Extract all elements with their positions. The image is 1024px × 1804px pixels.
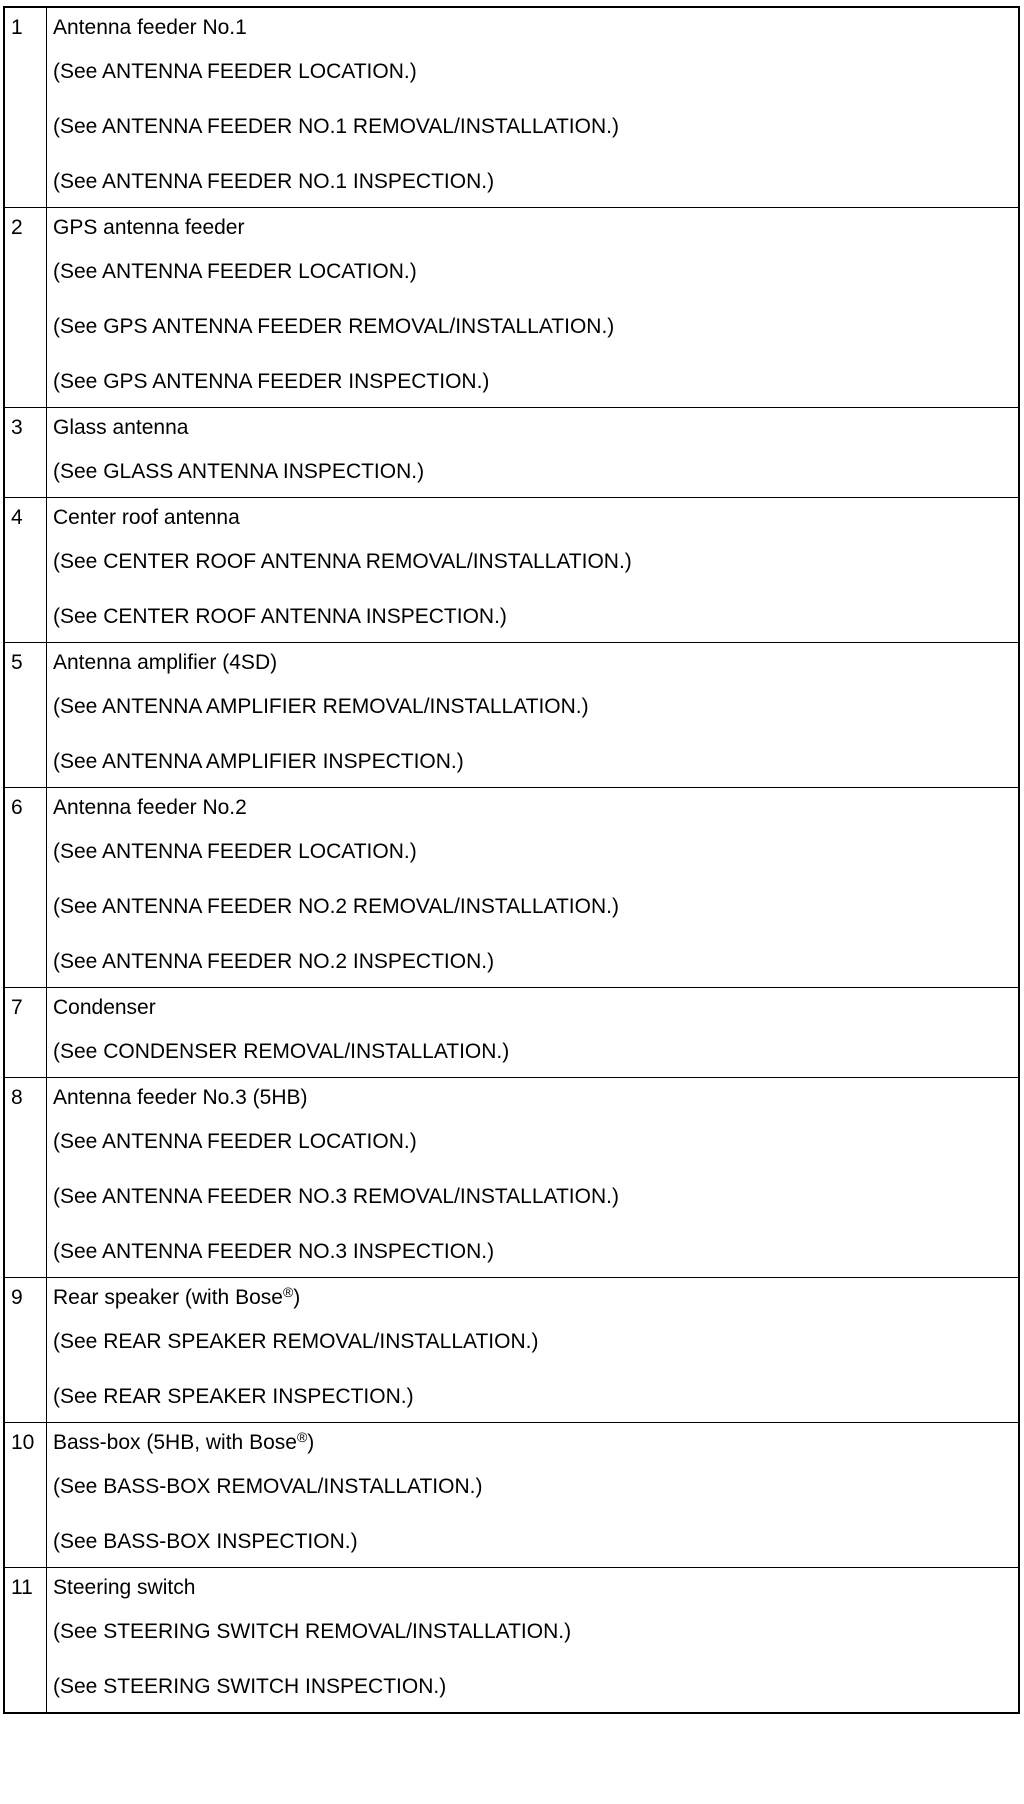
reference-link[interactable]: (See ANTENNA FEEDER LOCATION.) (53, 260, 417, 283)
row-content (47, 208, 1018, 407)
reference-link[interactable]: (See CONDENSER REMOVAL/INSTALLATION.) (53, 1040, 510, 1063)
reference-link[interactable]: (See ANTENNA AMPLIFIER INSPECTION.) (53, 750, 464, 773)
reference-link[interactable]: (See REAR SPEAKER REMOVAL/INSTALLATION.) (53, 1330, 539, 1353)
component-title: GPS antenna feeder (53, 216, 245, 239)
reference-link[interactable]: (See ANTENNA FEEDER LOCATION.) (53, 840, 417, 863)
table-row (5, 788, 1018, 988)
row-content (47, 1568, 1018, 1712)
row-content (47, 988, 1018, 1077)
reference-link[interactable]: (See ANTENNA FEEDER NO.3 INSPECTION.) (53, 1240, 495, 1263)
table-row (5, 1568, 1018, 1712)
component-title: Antenna feeder No.3 (5HB) (53, 1086, 308, 1109)
row-number: 10 (5, 1423, 47, 1567)
row-number: 5 (5, 643, 47, 787)
row-number: 2 (5, 208, 47, 407)
registered-mark: ® (296, 1429, 308, 1445)
table-row (5, 498, 1018, 643)
reference-link[interactable]: (See GPS ANTENNA FEEDER REMOVAL/INSTALLATION.) (53, 315, 615, 338)
component-title-text: Rear speaker (with Bose (53, 1286, 283, 1309)
row-content (47, 498, 1018, 642)
table-row (5, 208, 1018, 408)
reference-link[interactable]: (See BASS-BOX INSPECTION.) (53, 1530, 358, 1553)
row-content (47, 1423, 1018, 1567)
row-content (47, 788, 1018, 987)
component-title (53, 1278, 1018, 1322)
component-title: Steering switch (53, 1576, 196, 1599)
reference-link[interactable]: (See GPS ANTENNA FEEDER INSPECTION.) (53, 370, 490, 393)
row-number: 7 (5, 988, 47, 1077)
table-row (5, 643, 1018, 788)
component-title: Condenser (53, 996, 156, 1019)
table-row (5, 408, 1018, 498)
reference-link[interactable]: (See ANTENNA AMPLIFIER REMOVAL/INSTALLATION.) (53, 695, 589, 718)
table-row (5, 988, 1018, 1078)
component-title-close: ) (307, 1431, 315, 1454)
registered-mark: ® (282, 1284, 294, 1300)
row-content (47, 408, 1018, 497)
reference-link[interactable]: (See ANTENNA FEEDER NO.2 INSPECTION.) (53, 950, 495, 973)
reference-link[interactable]: (See CENTER ROOF ANTENNA REMOVAL/INSTALLATION.) (53, 550, 632, 573)
table-row (5, 1078, 1018, 1278)
component-title-text: Bass-box (5HB, with Bose (53, 1431, 297, 1454)
row-number: 3 (5, 408, 47, 497)
table-row (5, 8, 1018, 208)
component-title: Center roof antenna (53, 506, 240, 529)
reference-link[interactable]: (See ANTENNA FEEDER NO.3 REMOVAL/INSTALLATION.) (53, 1185, 619, 1208)
component-title (53, 1423, 1018, 1467)
reference-link[interactable]: (See ANTENNA FEEDER NO.1 REMOVAL/INSTALLATION.) (53, 115, 619, 138)
row-number: 11 (5, 1568, 47, 1712)
row-content (47, 1078, 1018, 1277)
row-number: 4 (5, 498, 47, 642)
reference-link[interactable]: (See GLASS ANTENNA INSPECTION.) (53, 460, 425, 483)
component-title: Antenna amplifier (4SD) (53, 651, 278, 674)
component-table (3, 6, 1020, 1714)
reference-link[interactable]: (See REAR SPEAKER INSPECTION.) (53, 1385, 414, 1408)
reference-link[interactable]: (See ANTENNA FEEDER NO.1 INSPECTION.) (53, 170, 495, 193)
row-number: 9 (5, 1278, 47, 1422)
reference-link[interactable]: (See STEERING SWITCH INSPECTION.) (53, 1675, 447, 1698)
reference-link[interactable]: (See ANTENNA FEEDER NO.2 REMOVAL/INSTALLATION.) (53, 895, 619, 918)
row-number: 6 (5, 788, 47, 987)
reference-link[interactable]: (See ANTENNA FEEDER LOCATION.) (53, 60, 417, 83)
row-number: 8 (5, 1078, 47, 1277)
table-row (5, 1423, 1018, 1568)
reference-link[interactable]: (See CENTER ROOF ANTENNA INSPECTION.) (53, 605, 507, 628)
row-content (47, 8, 1018, 207)
reference-link[interactable]: (See ANTENNA FEEDER LOCATION.) (53, 1130, 417, 1153)
row-content (47, 1278, 1018, 1422)
component-title: Antenna feeder No.1 (53, 16, 247, 39)
table-row (5, 1278, 1018, 1423)
reference-link[interactable]: (See BASS-BOX REMOVAL/INSTALLATION.) (53, 1475, 483, 1498)
component-title-close: ) (293, 1286, 301, 1309)
reference-link[interactable]: (See STEERING SWITCH REMOVAL/INSTALLATION.) (53, 1620, 572, 1643)
row-number: 1 (5, 8, 47, 207)
component-title: Antenna feeder No.2 (53, 796, 247, 819)
component-title: Glass antenna (53, 416, 189, 439)
row-content (47, 643, 1018, 787)
